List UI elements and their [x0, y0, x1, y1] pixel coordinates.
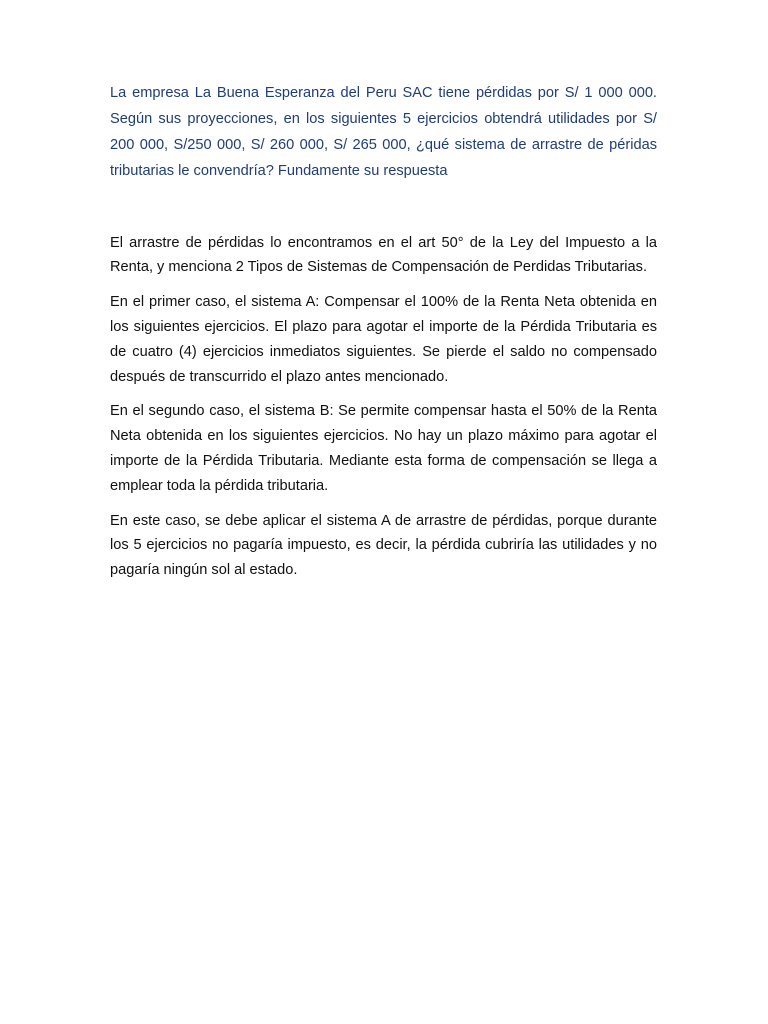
answer-paragraph-system-a: En el primer caso, el sistema A: Compensar el 100% de la Renta Neta obtenida en los siguientes ejercicios. El plazo para agotar el importe de la Pérdida Tributaria es de cuatro (4) ejercicios inmediatos siguientes. Se pierde el saldo no compensado después de transcurrido el plazo antes mencionado.	[110, 294, 657, 385]
answer-paragraph-intro: El arrastre de pérdidas lo encontramos en el art 50° de la Ley del Impuesto a la Renta, y menciona 2 Tipos de Sistemas de Compensación de Perdidas Tributarias.	[110, 234, 657, 276]
document-content	[110, 81, 657, 593]
answer-paragraph-system-b: En el segundo caso, el sistema B: Se permite compensar hasta el 50% de la Renta Neta obtenida en los siguientes ejercicios. No hay un plazo máximo para agotar el importe de la Pérdida Tributaria. Mediante esta forma de compensación se llega a emplear toda la pérdida tributaria.	[110, 403, 657, 494]
answer-section	[110, 231, 657, 583]
answer-paragraph-conclusion: En este caso, se debe aplicar el sistema A de arrastre de pérdidas, porque durante los 5 ejercicios no pagaría impuesto, es decir, la pérdida cubriría las utilidades y no pagaría ningún sol al estado.	[110, 512, 657, 579]
question-text: La empresa La Buena Esperanza del Peru SAC tiene pérdidas por S/ 1 000 000. Según sus proyecciones, en los siguientes 5 ejercicios obtendrá utilidades por S/ 200 000, S/250 000, S/ 260 000, S/ 265 000, ¿qué sistema de arrastre de péridas tributarias le convendría? Fundamente su respuesta	[110, 85, 657, 179]
